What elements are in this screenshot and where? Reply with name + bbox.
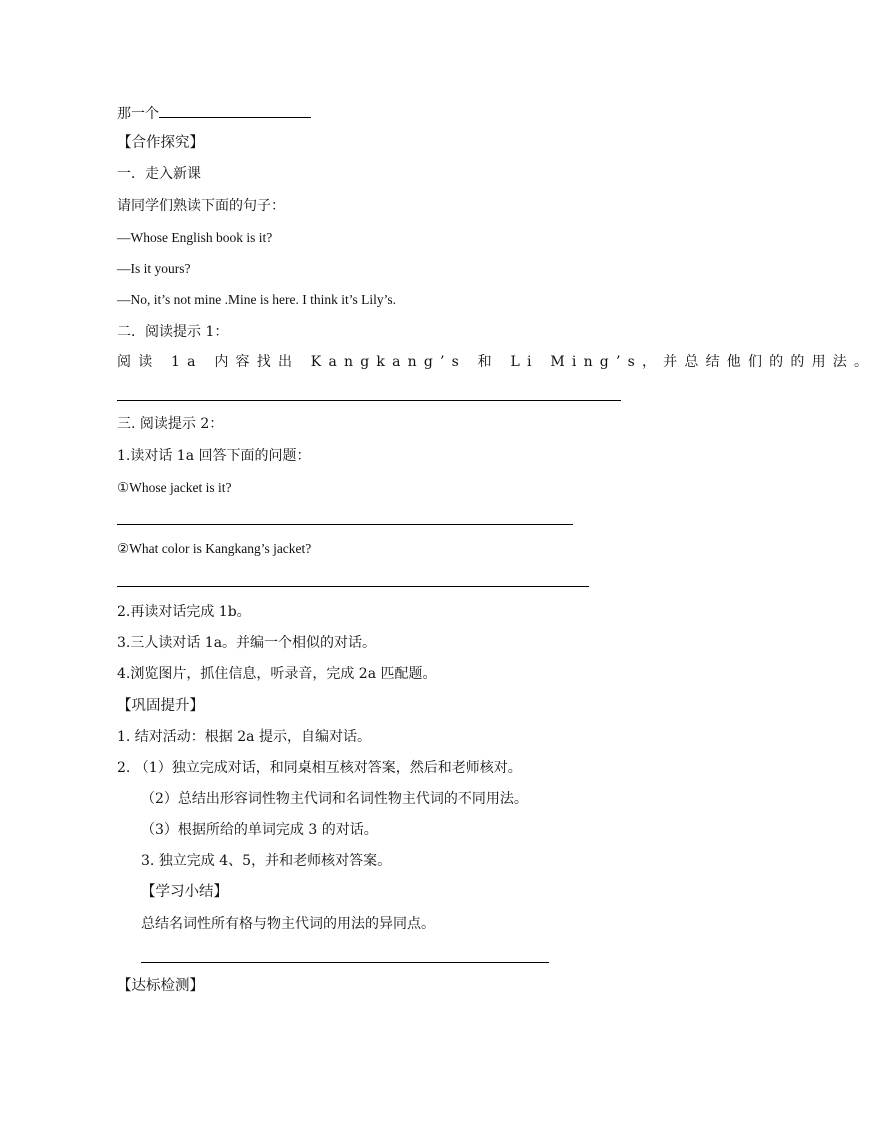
consolidation-item-2: 2. （1）独立完成对话，和同桌相互核对答案，然后和老师核对。 bbox=[117, 760, 522, 776]
task-three-person-dialogue: 3.三人读对话 1a。并编一个相似的对话。 bbox=[117, 635, 377, 651]
question-1: ①Whose jacket is it? bbox=[117, 480, 232, 495]
answer-line bbox=[117, 586, 589, 587]
answer-line bbox=[117, 524, 573, 525]
dialogue-line-2: —Is it yours? bbox=[117, 261, 191, 276]
section-heading-consolidation: 【巩固提升】 bbox=[117, 698, 204, 714]
text-na-yi-ge: 那一个 bbox=[117, 106, 159, 122]
consolidation-item-3: 3. 独立完成 4、5，并和老师核对答案。 bbox=[141, 853, 392, 869]
task-read-dialogue-1a: 1.读对话 1a 回答下面的问题： bbox=[117, 448, 311, 464]
section-heading-assessment: 【达标检测】 bbox=[117, 978, 204, 994]
instruction-read-sentences: 请同学们熟读下面的句子： bbox=[117, 198, 285, 214]
subheading-reading-tip-2: 三. 阅读提示 2： bbox=[117, 416, 224, 432]
dialogue-line-1: —Whose English book is it? bbox=[117, 230, 273, 245]
consolidation-item-2-sub-3: （3）根据所给的单词完成 3 的对话。 bbox=[141, 822, 378, 838]
summary-task: 总结名词性所有格与物主代词的用法的异同点。 bbox=[141, 916, 435, 932]
consolidation-item-1: 1. 结对活动：根据 2a 提示，自编对话。 bbox=[117, 729, 371, 745]
subheading-new-lesson: 一．走入新课 bbox=[117, 166, 201, 182]
task-complete-1b: 2.再读对话完成 1b。 bbox=[117, 604, 251, 620]
subheading-reading-tip-1: 二．阅读提示 1： bbox=[117, 324, 229, 340]
answer-blank bbox=[159, 103, 311, 118]
dialogue-line-3: —No, it’s not mine .Mine is here. I think it’s Lily’s. bbox=[117, 292, 396, 307]
question-2: ②What color is Kangkang’s jacket? bbox=[117, 541, 312, 556]
section-heading-summary: 【学习小结】 bbox=[141, 884, 228, 900]
reading-tip-1-task: 阅读 1a 内容找出 Kangkang’s 和 Li Ming’s，并总结他们的的用法。 bbox=[117, 354, 875, 370]
consolidation-item-2-sub-2: （2）总结出形容词性物主代词和名词性物主代词的不同用法。 bbox=[141, 791, 528, 807]
section-heading-cooperative-inquiry: 【合作探究】 bbox=[117, 135, 204, 151]
answer-line bbox=[117, 400, 621, 401]
task-match-2a: 4.浏览图片，抓住信息，听录音，完成 2a 匹配题。 bbox=[117, 666, 437, 682]
answer-line bbox=[141, 962, 549, 963]
line-na-yi-ge bbox=[117, 103, 311, 123]
